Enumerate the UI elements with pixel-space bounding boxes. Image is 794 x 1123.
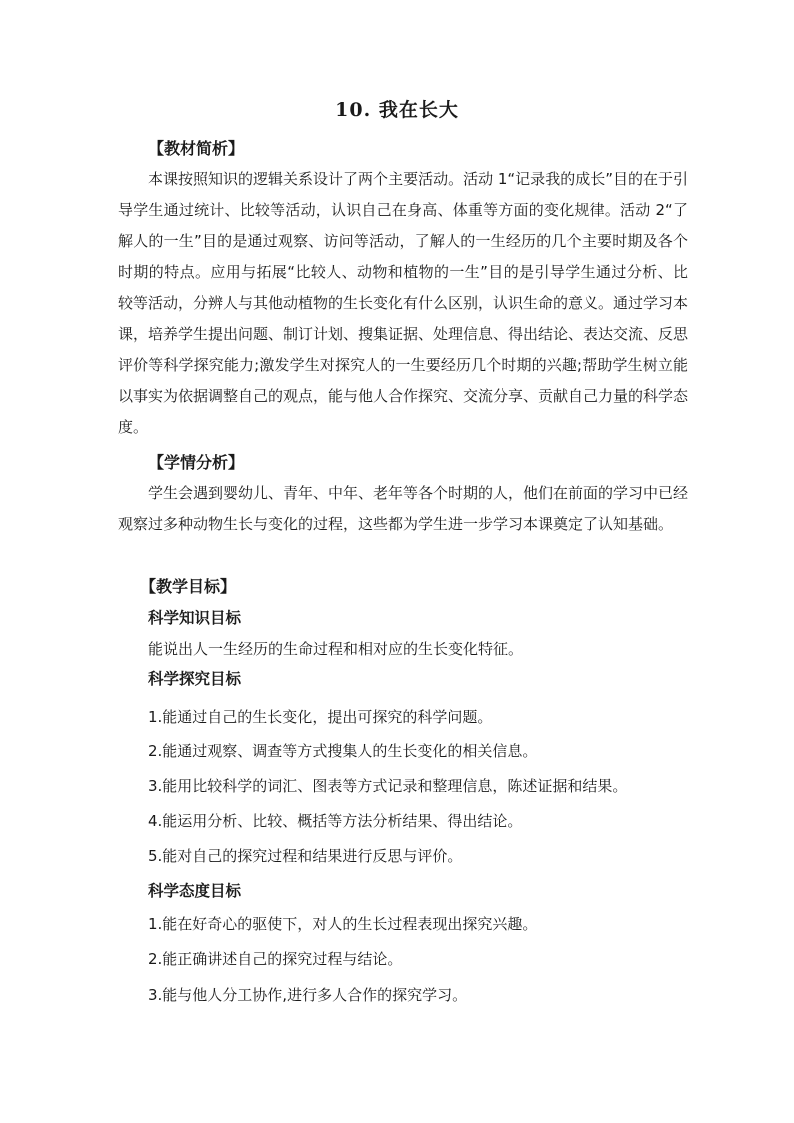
inquiry-goal-item: 1.能通过自己的生长变化，提出可探究的科学问题。 [148, 708, 493, 726]
attitude-goal-item: 1.能在好奇心的驱使下，对人的生长过程表现出探究兴趣。 [148, 915, 538, 933]
attitude-goal-item: 2.能正确讲述自己的探究过程与结论。 [148, 950, 403, 968]
attitude-goal-heading: 科学态度目标 [148, 882, 242, 900]
student-analysis-paragraph: 学生会遇到婴幼儿、青年、中年、老年等各个时期的人，他们在前面的学习中已经观察过多种动物生长与变化的过程，这些都为学生进一步学习本课奠定了认知基础。 [118, 484, 689, 533]
attitude-goal-item: 3.能与他人分工协作,进行多人合作的探究学习。 [148, 986, 468, 1004]
inquiry-goal-item: 3.能用比较科学的词汇、图表等方式记录和整理信息，陈述证据和结果。 [148, 777, 628, 795]
inquiry-goal-item: 2.能通过观察、调查等方式搜集人的生长变化的相关信息。 [148, 742, 538, 760]
inquiry-goal-heading: 科学探究目标 [148, 670, 242, 688]
textbook-analysis-paragraph: 本课按照知识的逻辑关系设计了两个主要活动。活动 1“记录我的成长”目的在于引导学生通过统计、比较等活动，认识自己在身高、体重等方面的变化规律。活动 2“了解人的一生”目的是通过观察、访问等活动，了解人的一生经历的几个主要时期及各个时期的特点。应用与拓展“比较人、动物和植物的一生”目的是引导学生通过分析、比较等活动，分辨人与其他动植物的生长变化有什么区别，认识生命的意义。通过学习本课，培养学生提出问题、制订计划、搜集证据、处理信息、得出结论、表达交流、反思评价等科学探究能力;激发学生对探究人的一生要经历几个时期的兴趣;帮助学生树立能以事实为依据调整自己的观点，能与他人合作探究、交流分享、贡献自己力量的科学态度。 [118, 170, 689, 436]
heading-teaching-goals: 【教学目标】 [140, 577, 237, 596]
inquiry-goal-item: 4.能运用分析、比较、概括等方法分析结果、得出结论。 [148, 812, 523, 830]
document-title: 10. 我在长大 [335, 99, 459, 121]
inquiry-goal-item: 5.能对自己的探究过程和结果进行反思与评价。 [148, 847, 463, 865]
heading-textbook-analysis: 【教材简析】 [148, 139, 245, 158]
heading-student-analysis: 【学情分析】 [148, 453, 245, 472]
knowledge-goal-text: 能说出人一生经历的生命过程和相对应的生长变化特征。 [148, 640, 524, 658]
knowledge-goal-heading: 科学知识目标 [148, 609, 242, 627]
